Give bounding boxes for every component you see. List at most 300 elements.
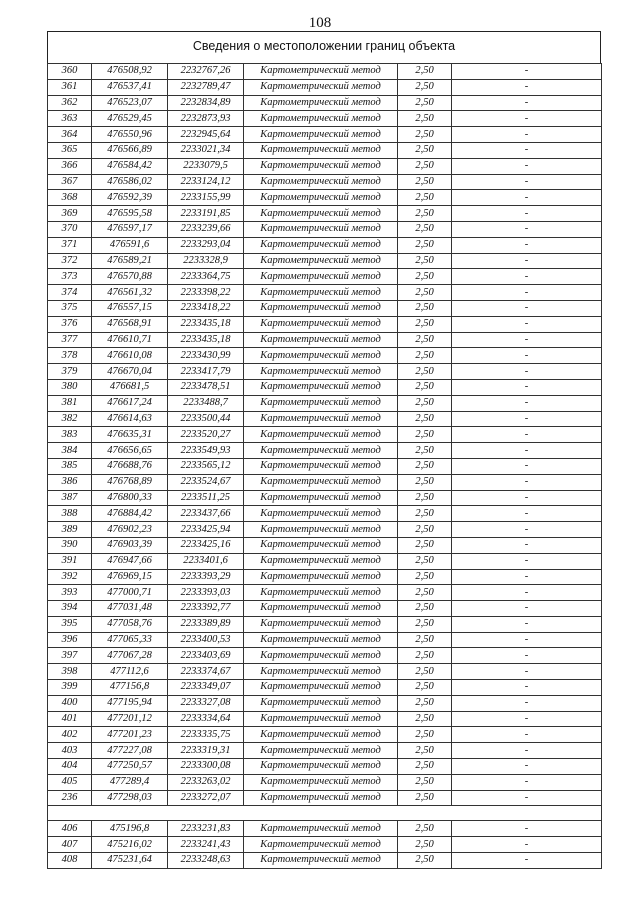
table-row [48, 616, 602, 632]
method-cell: Картометрический метод [244, 648, 398, 664]
y-coordinate-cell: 2233435,18 [168, 316, 244, 332]
y-coordinate-cell: 2233124,12 [168, 174, 244, 190]
x-coordinate-cell: 476508,92 [92, 64, 168, 80]
point-number-cell: 393 [48, 585, 92, 601]
accuracy-cell: 2,50 [398, 300, 452, 316]
y-coordinate-cell: 2232873,93 [168, 111, 244, 127]
point-number-cell: 373 [48, 269, 92, 285]
description-cell: - [452, 395, 602, 411]
accuracy-cell: 2,50 [398, 490, 452, 506]
accuracy-cell: 2,50 [398, 506, 452, 522]
method-cell: Картометрический метод [244, 253, 398, 269]
y-coordinate-cell: 2233293,04 [168, 237, 244, 253]
table-row [48, 743, 602, 759]
accuracy-cell: 2,50 [398, 569, 452, 585]
x-coordinate-cell: 476884,42 [92, 506, 168, 522]
description-cell: - [452, 695, 602, 711]
x-coordinate-cell: 477201,12 [92, 711, 168, 727]
gap-cell [48, 806, 602, 821]
accuracy-cell: 2,50 [398, 711, 452, 727]
method-cell: Картометрический метод [244, 79, 398, 95]
point-number-cell: 366 [48, 158, 92, 174]
point-number-cell: 399 [48, 680, 92, 696]
method-cell: Картометрический метод [244, 569, 398, 585]
accuracy-cell: 2,50 [398, 411, 452, 427]
accuracy-cell: 2,50 [398, 632, 452, 648]
point-number-cell: 394 [48, 601, 92, 617]
point-number-cell: 377 [48, 332, 92, 348]
y-coordinate-cell: 2233327,08 [168, 695, 244, 711]
x-coordinate-cell: 477156,8 [92, 680, 168, 696]
x-coordinate-cell: 476617,24 [92, 395, 168, 411]
description-cell: - [452, 759, 602, 775]
table-row [48, 711, 602, 727]
y-coordinate-cell: 2233364,75 [168, 269, 244, 285]
accuracy-cell: 2,50 [398, 458, 452, 474]
x-coordinate-cell: 476681,5 [92, 379, 168, 395]
table-row [48, 379, 602, 395]
description-cell: - [452, 206, 602, 222]
accuracy-cell: 2,50 [398, 790, 452, 806]
y-coordinate-cell: 2233021,34 [168, 142, 244, 158]
table-row [48, 95, 602, 111]
description-cell: - [452, 158, 602, 174]
accuracy-cell: 2,50 [398, 837, 452, 853]
y-coordinate-cell: 2233300,08 [168, 759, 244, 775]
description-cell: - [452, 774, 602, 790]
method-cell: Картометрический метод [244, 522, 398, 538]
method-cell: Картометрический метод [244, 364, 398, 380]
table-row [48, 490, 602, 506]
y-coordinate-cell: 2233231,83 [168, 821, 244, 837]
method-cell: Картометрический метод [244, 837, 398, 853]
accuracy-cell: 2,50 [398, 206, 452, 222]
table-row [48, 127, 602, 143]
description-cell: - [452, 727, 602, 743]
accuracy-cell: 2,50 [398, 853, 452, 869]
x-coordinate-cell: 476902,23 [92, 522, 168, 538]
method-cell: Картометрический метод [244, 458, 398, 474]
table-row [48, 158, 602, 174]
point-number-cell: 368 [48, 190, 92, 206]
x-coordinate-cell: 477298,03 [92, 790, 168, 806]
table-row [48, 727, 602, 743]
accuracy-cell: 2,50 [398, 443, 452, 459]
x-coordinate-cell: 476537,41 [92, 79, 168, 95]
table-row [48, 364, 602, 380]
point-number-cell: 397 [48, 648, 92, 664]
y-coordinate-cell: 2233328,9 [168, 253, 244, 269]
accuracy-cell: 2,50 [398, 158, 452, 174]
description-cell: - [452, 790, 602, 806]
point-number-cell: 384 [48, 443, 92, 459]
accuracy-cell: 2,50 [398, 727, 452, 743]
x-coordinate-cell: 475216,02 [92, 837, 168, 853]
accuracy-cell: 2,50 [398, 269, 452, 285]
x-coordinate-cell: 477112,6 [92, 664, 168, 680]
point-number-cell: 371 [48, 237, 92, 253]
method-cell: Картометрический метод [244, 632, 398, 648]
x-coordinate-cell: 477065,33 [92, 632, 168, 648]
description-cell: - [452, 285, 602, 301]
method-cell: Картометрический метод [244, 537, 398, 553]
description-cell: - [452, 316, 602, 332]
x-coordinate-cell: 476584,42 [92, 158, 168, 174]
accuracy-cell: 2,50 [398, 695, 452, 711]
table-row [48, 111, 602, 127]
method-cell: Картометрический метод [244, 127, 398, 143]
description-cell: - [452, 506, 602, 522]
table-row [48, 522, 602, 538]
y-coordinate-cell: 2233241,43 [168, 837, 244, 853]
method-cell: Картометрический метод [244, 300, 398, 316]
method-cell: Картометрический метод [244, 379, 398, 395]
description-cell: - [452, 648, 602, 664]
y-coordinate-cell: 2233392,77 [168, 601, 244, 617]
description-cell: - [452, 537, 602, 553]
point-number-cell: 387 [48, 490, 92, 506]
y-coordinate-cell: 2233401,6 [168, 553, 244, 569]
method-cell: Картометрический метод [244, 427, 398, 443]
point-number-cell: 392 [48, 569, 92, 585]
table-row [48, 821, 602, 837]
accuracy-cell: 2,50 [398, 379, 452, 395]
x-coordinate-cell: 476610,71 [92, 332, 168, 348]
accuracy-cell: 2,50 [398, 174, 452, 190]
description-cell: - [452, 616, 602, 632]
accuracy-cell: 2,50 [398, 648, 452, 664]
description-cell: - [452, 601, 602, 617]
y-coordinate-cell: 2233398,22 [168, 285, 244, 301]
description-cell: - [452, 190, 602, 206]
y-coordinate-cell: 2233417,79 [168, 364, 244, 380]
point-number-cell: 396 [48, 632, 92, 648]
method-cell: Картометрический метод [244, 411, 398, 427]
description-cell: - [452, 364, 602, 380]
method-cell: Картометрический метод [244, 221, 398, 237]
method-cell: Картометрический метод [244, 348, 398, 364]
description-cell: - [452, 300, 602, 316]
description-cell: - [452, 95, 602, 111]
x-coordinate-cell: 477227,08 [92, 743, 168, 759]
method-cell: Картометрический метод [244, 95, 398, 111]
y-coordinate-cell: 2233403,69 [168, 648, 244, 664]
method-cell: Картометрический метод [244, 269, 398, 285]
accuracy-cell: 2,50 [398, 253, 452, 269]
description-cell: - [452, 111, 602, 127]
accuracy-cell: 2,50 [398, 95, 452, 111]
description-cell: - [452, 269, 602, 285]
accuracy-cell: 2,50 [398, 585, 452, 601]
x-coordinate-cell: 476597,17 [92, 221, 168, 237]
method-cell: Картометрический метод [244, 174, 398, 190]
point-number-cell: 375 [48, 300, 92, 316]
point-number-cell: 407 [48, 837, 92, 853]
point-number-cell: 365 [48, 142, 92, 158]
method-cell: Картометрический метод [244, 695, 398, 711]
table-row [48, 427, 602, 443]
description-cell: - [452, 569, 602, 585]
section-header [47, 31, 601, 63]
method-cell: Картометрический метод [244, 616, 398, 632]
x-coordinate-cell: 476566,89 [92, 142, 168, 158]
table-row [48, 395, 602, 411]
section-title: Сведения о местоположении границ объекта [192, 39, 456, 53]
method-cell: Картометрический метод [244, 285, 398, 301]
table-row [48, 474, 602, 490]
point-number-cell: 378 [48, 348, 92, 364]
accuracy-cell: 2,50 [398, 364, 452, 380]
table-row [48, 285, 602, 301]
method-cell: Картометрический метод [244, 774, 398, 790]
method-cell: Картометрический метод [244, 759, 398, 775]
table-row [48, 332, 602, 348]
y-coordinate-cell: 2233524,67 [168, 474, 244, 490]
table-row [48, 316, 602, 332]
table-row [48, 585, 602, 601]
description-cell: - [452, 64, 602, 80]
method-cell: Картометрический метод [244, 601, 398, 617]
description-cell: - [452, 553, 602, 569]
point-number-cell: 361 [48, 79, 92, 95]
point-number-cell: 402 [48, 727, 92, 743]
y-coordinate-cell: 2233335,75 [168, 727, 244, 743]
y-coordinate-cell: 2233511,25 [168, 490, 244, 506]
accuracy-cell: 2,50 [398, 237, 452, 253]
description-cell: - [452, 743, 602, 759]
x-coordinate-cell: 476586,02 [92, 174, 168, 190]
table-row [48, 695, 602, 711]
description-cell: - [452, 79, 602, 95]
accuracy-cell: 2,50 [398, 616, 452, 632]
table-row [48, 759, 602, 775]
description-cell: - [452, 237, 602, 253]
point-number-cell: 382 [48, 411, 92, 427]
method-cell: Картометрический метод [244, 190, 398, 206]
accuracy-cell: 2,50 [398, 774, 452, 790]
table-row [48, 174, 602, 190]
x-coordinate-cell: 476656,65 [92, 443, 168, 459]
x-coordinate-cell: 476561,32 [92, 285, 168, 301]
description-cell: - [452, 664, 602, 680]
method-cell: Картометрический метод [244, 443, 398, 459]
y-coordinate-cell: 2233500,44 [168, 411, 244, 427]
point-number-cell: 405 [48, 774, 92, 790]
description-cell: - [452, 348, 602, 364]
accuracy-cell: 2,50 [398, 601, 452, 617]
method-cell: Картометрический метод [244, 158, 398, 174]
point-number-cell: 385 [48, 458, 92, 474]
y-coordinate-cell: 2232789,47 [168, 79, 244, 95]
description-cell: - [452, 379, 602, 395]
y-coordinate-cell: 2233272,07 [168, 790, 244, 806]
table-row [48, 664, 602, 680]
table-row [48, 837, 602, 853]
x-coordinate-cell: 476768,89 [92, 474, 168, 490]
x-coordinate-cell: 477201,23 [92, 727, 168, 743]
table-row [48, 237, 602, 253]
x-coordinate-cell: 476557,15 [92, 300, 168, 316]
description-cell: - [452, 411, 602, 427]
y-coordinate-cell: 2233393,03 [168, 585, 244, 601]
x-coordinate-cell: 476570,88 [92, 269, 168, 285]
table-row [48, 569, 602, 585]
point-number-cell: 408 [48, 853, 92, 869]
x-coordinate-cell: 477195,94 [92, 695, 168, 711]
y-coordinate-cell: 2233239,66 [168, 221, 244, 237]
point-number-cell: 379 [48, 364, 92, 380]
y-coordinate-cell: 2233478,51 [168, 379, 244, 395]
table-row [48, 458, 602, 474]
y-coordinate-cell: 2233319,31 [168, 743, 244, 759]
table-row [48, 411, 602, 427]
accuracy-cell: 2,50 [398, 553, 452, 569]
y-coordinate-cell: 2233437,66 [168, 506, 244, 522]
accuracy-cell: 2,50 [398, 332, 452, 348]
method-cell: Картометрический метод [244, 490, 398, 506]
description-cell: - [452, 127, 602, 143]
y-coordinate-cell: 2233374,67 [168, 664, 244, 680]
table-row [48, 506, 602, 522]
table-row [48, 142, 602, 158]
x-coordinate-cell: 476670,04 [92, 364, 168, 380]
description-cell: - [452, 253, 602, 269]
x-coordinate-cell: 477289,4 [92, 774, 168, 790]
method-cell: Картометрический метод [244, 111, 398, 127]
description-cell: - [452, 853, 602, 869]
table-row [48, 680, 602, 696]
method-cell: Картометрический метод [244, 332, 398, 348]
y-coordinate-cell: 2233488,7 [168, 395, 244, 411]
description-cell: - [452, 174, 602, 190]
description-cell: - [452, 142, 602, 158]
description-cell: - [452, 332, 602, 348]
accuracy-cell: 2,50 [398, 142, 452, 158]
method-cell: Картометрический метод [244, 585, 398, 601]
point-number-cell: 391 [48, 553, 92, 569]
accuracy-cell: 2,50 [398, 285, 452, 301]
y-coordinate-cell: 2233400,53 [168, 632, 244, 648]
table-row [48, 64, 602, 80]
table-row [48, 221, 602, 237]
accuracy-cell: 2,50 [398, 537, 452, 553]
point-number-cell: 367 [48, 174, 92, 190]
y-coordinate-cell: 2233248,63 [168, 853, 244, 869]
description-cell: - [452, 585, 602, 601]
y-coordinate-cell: 2233389,89 [168, 616, 244, 632]
x-coordinate-cell: 476947,66 [92, 553, 168, 569]
table-row [48, 443, 602, 459]
accuracy-cell: 2,50 [398, 395, 452, 411]
accuracy-cell: 2,50 [398, 190, 452, 206]
x-coordinate-cell: 475231,64 [92, 853, 168, 869]
x-coordinate-cell: 475196,8 [92, 821, 168, 837]
y-coordinate-cell: 2233334,64 [168, 711, 244, 727]
y-coordinate-cell: 2233549,93 [168, 443, 244, 459]
table-row [48, 300, 602, 316]
table-row [48, 348, 602, 364]
point-number-cell: 388 [48, 506, 92, 522]
point-number-cell: 383 [48, 427, 92, 443]
y-coordinate-cell: 2233393,29 [168, 569, 244, 585]
y-coordinate-cell: 2232945,64 [168, 127, 244, 143]
accuracy-cell: 2,50 [398, 127, 452, 143]
y-coordinate-cell: 2233425,16 [168, 537, 244, 553]
x-coordinate-cell: 476595,58 [92, 206, 168, 222]
description-cell: - [452, 221, 602, 237]
y-coordinate-cell: 2233349,07 [168, 680, 244, 696]
accuracy-cell: 2,50 [398, 522, 452, 538]
description-cell: - [452, 443, 602, 459]
y-coordinate-cell: 2232767,26 [168, 64, 244, 80]
description-cell: - [452, 821, 602, 837]
accuracy-cell: 2,50 [398, 79, 452, 95]
x-coordinate-cell: 476614,63 [92, 411, 168, 427]
x-coordinate-cell: 477250,57 [92, 759, 168, 775]
x-coordinate-cell: 476903,39 [92, 537, 168, 553]
x-coordinate-cell: 476550,96 [92, 127, 168, 143]
table-row [48, 774, 602, 790]
method-cell: Картометрический метод [244, 727, 398, 743]
method-cell: Картометрический метод [244, 680, 398, 696]
table-row [48, 853, 602, 869]
method-cell: Картометрический метод [244, 553, 398, 569]
y-coordinate-cell: 2233435,18 [168, 332, 244, 348]
y-coordinate-cell: 2233263,02 [168, 774, 244, 790]
description-cell: - [452, 837, 602, 853]
point-number-cell: 395 [48, 616, 92, 632]
table-gap-row [48, 806, 602, 821]
point-number-cell: 363 [48, 111, 92, 127]
description-cell: - [452, 474, 602, 490]
method-cell: Картометрический метод [244, 64, 398, 80]
x-coordinate-cell: 477000,71 [92, 585, 168, 601]
table-row [48, 601, 602, 617]
x-coordinate-cell: 476592,39 [92, 190, 168, 206]
point-number-cell: 360 [48, 64, 92, 80]
point-number-cell: 372 [48, 253, 92, 269]
point-number-cell: 404 [48, 759, 92, 775]
point-number-cell: 390 [48, 537, 92, 553]
method-cell: Картометрический метод [244, 506, 398, 522]
y-coordinate-cell: 2233430,99 [168, 348, 244, 364]
point-number-cell: 364 [48, 127, 92, 143]
point-number-cell: 389 [48, 522, 92, 538]
page-number: 108 [308, 15, 332, 31]
accuracy-cell: 2,50 [398, 821, 452, 837]
x-coordinate-cell: 476688,76 [92, 458, 168, 474]
y-coordinate-cell: 2233191,85 [168, 206, 244, 222]
point-number-cell: 376 [48, 316, 92, 332]
method-cell: Картометрический метод [244, 711, 398, 727]
method-cell: Картометрический метод [244, 206, 398, 222]
point-number-cell: 398 [48, 664, 92, 680]
accuracy-cell: 2,50 [398, 348, 452, 364]
y-coordinate-cell: 2233425,94 [168, 522, 244, 538]
method-cell: Картометрический метод [244, 237, 398, 253]
description-cell: - [452, 458, 602, 474]
x-coordinate-cell: 476969,15 [92, 569, 168, 585]
description-cell: - [452, 680, 602, 696]
x-coordinate-cell: 477058,76 [92, 616, 168, 632]
point-number-cell: 362 [48, 95, 92, 111]
accuracy-cell: 2,50 [398, 680, 452, 696]
table-row [48, 206, 602, 222]
method-cell: Картометрический метод [244, 395, 398, 411]
method-cell: Картометрический метод [244, 142, 398, 158]
point-number-cell: 403 [48, 743, 92, 759]
boundary-points-table [47, 63, 602, 869]
